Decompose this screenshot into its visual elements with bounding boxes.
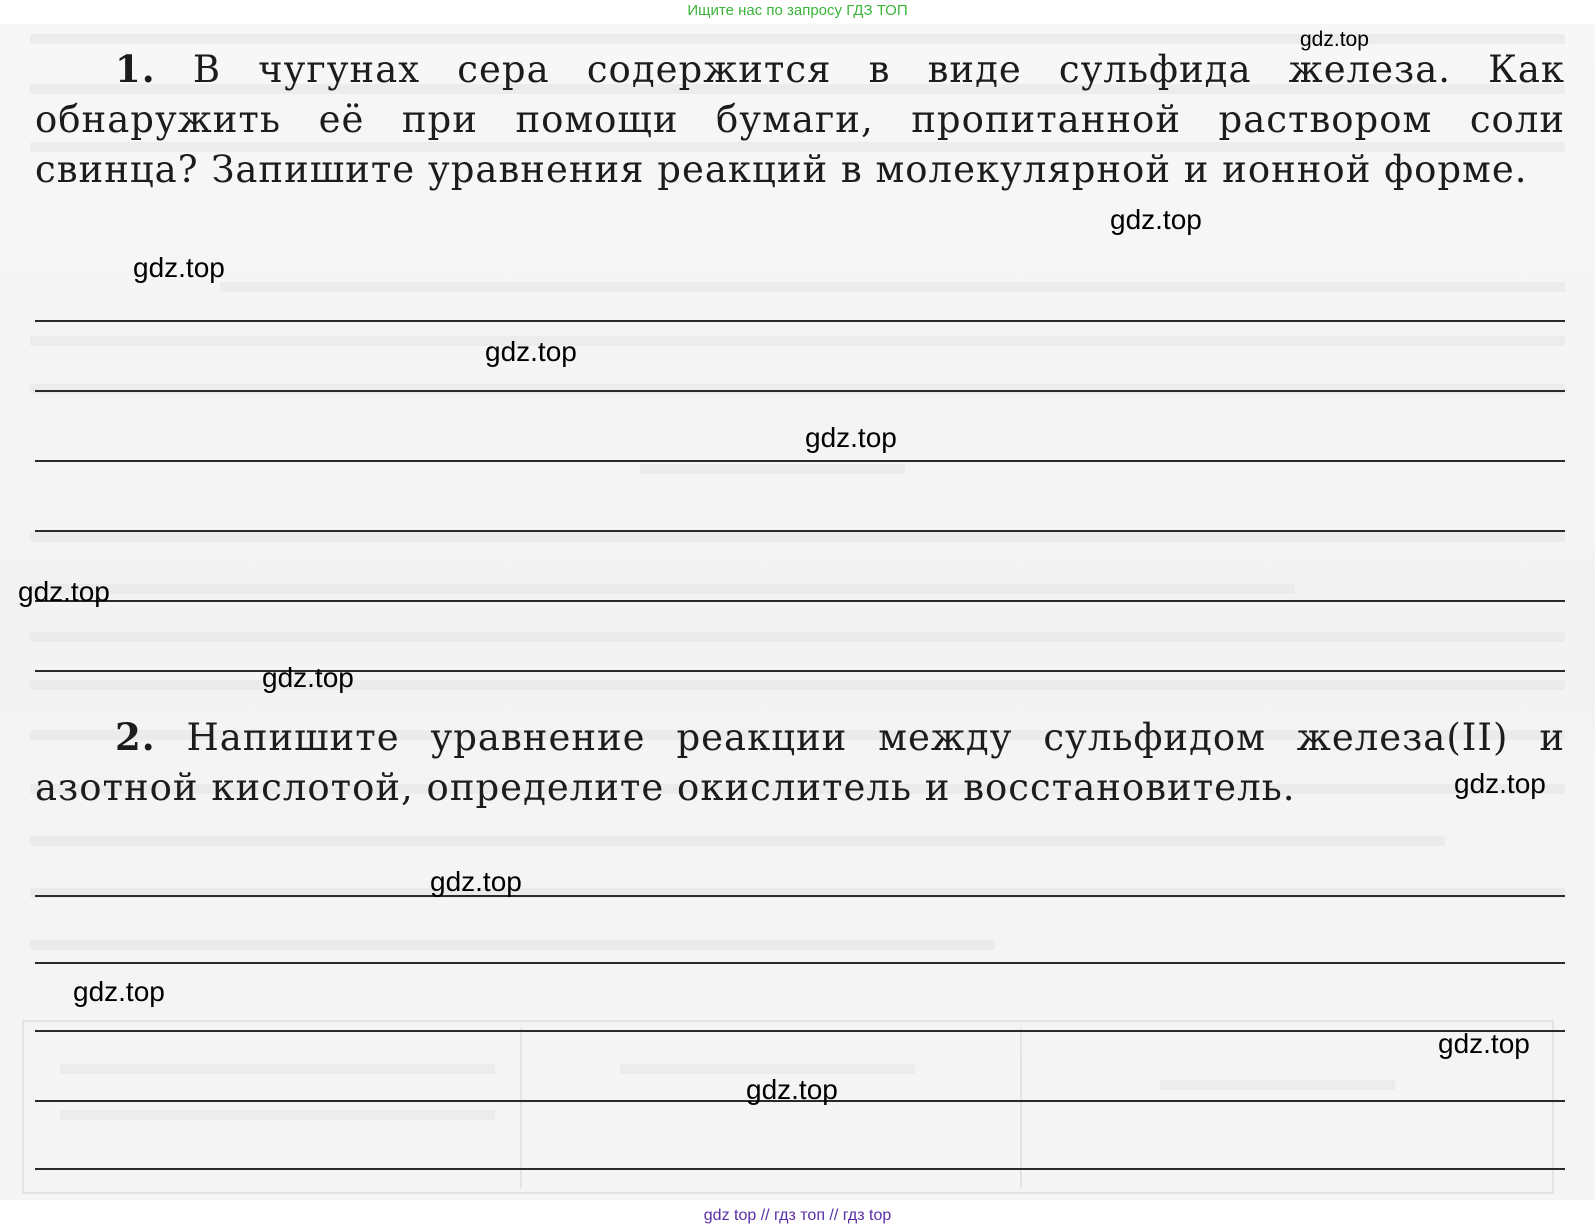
bleed-through-table-divider (520, 1028, 522, 1188)
bleed-through-line (30, 836, 1445, 846)
answer-line (35, 530, 1565, 532)
bleed-through-line (30, 680, 1565, 690)
task-2-number: 2. (115, 715, 156, 759)
answer-line (35, 895, 1565, 897)
watermark: gdz.top (430, 866, 522, 897)
footer-text: gdz top // гдз топ // гдз top (703, 1207, 892, 1224)
bleed-through-line (30, 632, 1565, 642)
watermark: gdz.top (1438, 1028, 1530, 1059)
bleed-through-line (640, 464, 905, 474)
watermark: gdz.top (485, 336, 577, 367)
bleed-through-line (220, 282, 1565, 292)
answer-line (35, 1030, 1565, 1032)
top-banner: Ищите нас по запросу ГДЗ ТОП (687, 2, 908, 19)
bleed-through-line (620, 1064, 915, 1074)
watermark: gdz.top (805, 422, 897, 453)
answer-line (35, 390, 1565, 392)
answer-line (35, 460, 1565, 462)
answer-line (35, 1168, 1565, 1170)
bleed-through-line (30, 584, 1295, 594)
answer-line (35, 600, 1565, 602)
bleed-through-table-divider (1020, 1028, 1022, 1188)
bleed-through-line (1160, 1080, 1395, 1090)
task-1-number: 1. (115, 47, 156, 91)
bleed-through-line (30, 384, 1565, 394)
watermark: gdz.top (262, 662, 354, 693)
task-1-text: В чугунах сера содержится в виде сульфида железа. Как обнаружить её при помощи бумаги, пропитанной раствором соли свинца? Запишите уравнения реакций в молекулярной и ионной форме. (35, 48, 1565, 191)
task-2-text: Напишите уравнение реакции между сульфидом железа(II) и азотной кислотой, определите окислитель и восстановитель. (35, 716, 1565, 809)
bleed-through-line (30, 336, 1565, 346)
task-1 (35, 44, 1565, 195)
task-2 (35, 712, 1565, 813)
bleed-through-line (60, 1064, 495, 1074)
answer-line (35, 962, 1565, 964)
answer-line (35, 320, 1565, 322)
bleed-through-line (30, 940, 995, 950)
watermark: gdz.top (746, 1074, 838, 1105)
watermark: gdz.top (18, 576, 110, 607)
bleed-through-line (30, 532, 1565, 542)
bleed-through-line (60, 1110, 495, 1120)
watermark: gdz.top (133, 252, 225, 283)
watermark: gdz.top (1454, 768, 1546, 799)
scanned-page (0, 24, 1595, 1200)
watermark: gdz.top (1300, 28, 1369, 51)
watermark: gdz.top (1110, 204, 1202, 235)
watermark: gdz.top (73, 976, 165, 1007)
